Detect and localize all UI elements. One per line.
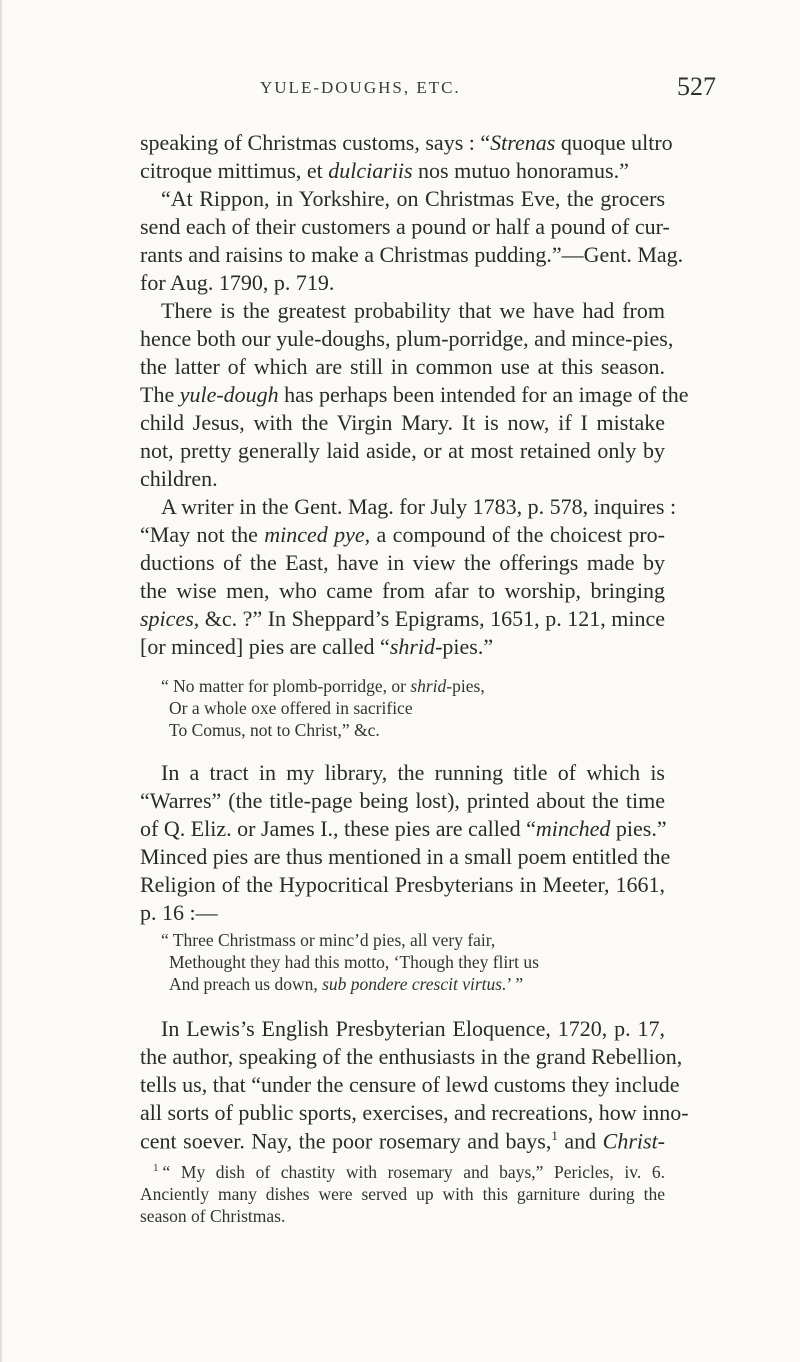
text-line: ductions of the East, have in view the offerings made by xyxy=(140,550,665,575)
footnote-marker: 1 xyxy=(153,1162,159,1175)
text-line: Minced pies are thus mentioned in a small poem entitled the xyxy=(140,844,671,869)
text-line: child Jesus, with the Virgin Mary. It is now, if I mistake xyxy=(140,410,665,435)
page-header xyxy=(0,72,800,108)
footnote-line: Anciently many dishes were served up with this garniture during the xyxy=(140,1184,665,1204)
verse-line: “ Three Christmass or minc’d pies, all very fair, xyxy=(161,930,496,950)
verse-line: “ No matter for plomb-porridge, or shrid-pies, xyxy=(161,676,485,696)
text-line: of Q. Eliz. or James I., these pies are called “minched pies.” xyxy=(140,816,667,841)
verse-line: And preach us down, sub pondere crescit virtus.’ ” xyxy=(169,974,524,994)
text-line: [or minced] pies are called “shrid-pies.” xyxy=(140,634,494,659)
text-line: In Lewis’s English Presbyterian Eloquence, 1720, p. 17, xyxy=(161,1016,665,1041)
text-line: “Warres” (the title-page being lost), printed about the time xyxy=(140,788,665,813)
text-line: the author, speaking of the enthusiasts in the grand Rebellion, xyxy=(140,1044,683,1069)
text-line: A writer in the Gent. Mag. for July 1783, p. 578, inquires : xyxy=(161,494,677,519)
footnote-line: $^1$ “ My dish of chastity with rosemary and bays,” Pericles, iv. 6. xyxy=(153,1162,665,1182)
text-line: not, pretty generally laid aside, or at most retained only by xyxy=(140,438,665,463)
text-line: the wise men, who came from afar to worship, bringing xyxy=(140,578,665,603)
text-line: The yule-dough has perhaps been intended for an image of the xyxy=(140,382,689,407)
text-line: citroque mittimus, et dulciariis nos mutuo honoramus.” xyxy=(140,158,629,183)
text-line: p. 16 :— xyxy=(140,900,218,925)
text-line: rants and raisins to make a Christmas pudding.”—Gent. Mag. xyxy=(140,242,684,267)
text-line: There is the greatest probability that we have had from xyxy=(161,298,665,323)
text-line: tells us, that “under the censure of lewd customs they include xyxy=(140,1072,680,1097)
text-line: cent soever. Nay, the poor rosemary and bays,$^1$ and Christ- xyxy=(140,1128,666,1154)
text-line: speaking of Christmas customs, says : “Strenas quoque ultro xyxy=(140,130,673,155)
text-line: Religion of the Hypocritical Presbyterians in Meeter, 1661, xyxy=(140,872,665,897)
text-line: hence both our yule-doughs, plum-porridge, and mince-pies, xyxy=(140,326,674,351)
footnote-reference: 1 xyxy=(551,1128,558,1143)
text-line: In a tract in my library, the running title of which is xyxy=(161,760,665,785)
text-line: for Aug. 1790, p. 719. xyxy=(140,270,335,295)
text-line: all sorts of public sports, exercises, and recreations, how inno- xyxy=(140,1100,689,1125)
text-line: the latter of which are still in common use at this season. xyxy=(140,354,665,379)
page-number: 527 xyxy=(677,72,716,101)
text-line: “At Rippon, in Yorkshire, on Christmas Eve, the grocers xyxy=(161,186,665,211)
running-head: YULE-DOUGHS, ETC. xyxy=(260,78,461,97)
text-line: “May not the minced pye, a compound of the choicest pro- xyxy=(140,522,665,547)
text-line: send each of their customers a pound or half a pound of cur- xyxy=(140,214,670,239)
verse-line: To Comus, not to Christ,” &c. xyxy=(169,720,380,740)
footnote-line: season of Christmas. xyxy=(140,1206,286,1226)
text-line: spices, &c. ?” In Sheppard’s Epigrams, 1651, p. 121, mince xyxy=(140,606,665,631)
verse-line: Or a whole oxe offered in sacrifice xyxy=(169,698,413,718)
text-line: children. xyxy=(140,466,218,491)
verse-line: Methought they had this motto, ‘Though they flirt us xyxy=(169,952,539,972)
page-edge-shadow xyxy=(0,0,3,1362)
